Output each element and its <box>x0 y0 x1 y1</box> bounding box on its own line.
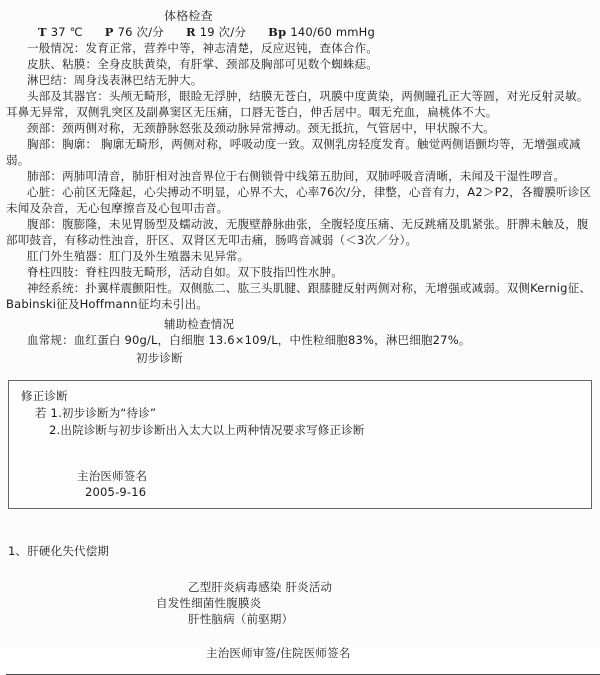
page-title: 体格检查 <box>164 9 213 23</box>
blood-routine-result: 血常规：血红蛋白 90g/L，白细胞 13.6×109/L，中性粒细胞83%，淋巴细胞27%。 <box>27 333 471 347</box>
exam-paragraph-anus-genitals: 肛门外生殖器：肛门及外生殖器未见异常。 <box>27 249 250 263</box>
revised-diagnosis-box <box>8 380 592 509</box>
diagnosis-sub-peritonitis: 自发性细菌性腹膜炎 <box>156 596 262 610</box>
diagnosis-sublist <box>6 579 594 627</box>
signature-date: 2005-9-16 <box>85 485 147 499</box>
blood-pressure-value: 140/60 mmHg <box>290 25 375 39</box>
exam-paragraph-head: 头部及其器官：头颅无畸形，眼睑无浮肿，结膜无苍白，巩膜中度黄染，两侧瞳孔正大等圆，对光反射灵敏。耳鼻无异常，双侧乳突区及副鼻窦区无压痛，口唇无苍白，伸舌居中。咽无充血，扁桃体不大。 <box>6 89 589 119</box>
initial-diagnosis-heading: 初步诊断 <box>136 351 183 365</box>
respiration-value: 19 次/分 <box>199 25 247 39</box>
revision-note-line1: 若 1.初步诊断为“待诊” <box>35 406 157 420</box>
exam-paragraph-lymph: 淋巴结：周身浅表淋巴结无肿大。 <box>27 73 203 87</box>
diagnosis-item-cirrhosis: 1、肝硬化失代偿期 <box>8 544 110 558</box>
temperature-value: 37 ℃ <box>50 25 83 39</box>
exam-paragraph-heart: 心脏：心前区无隆起，心尖搏动不明显，心界不大，心率76次/分，律整，心音有力，A2＞P2，各瓣膜听诊区未闻及杂音，无心包摩擦音及心包叩击音。 <box>6 185 592 215</box>
exam-paragraph-general: 一般情况：发育正常，营养中等，神志清楚，反应迟钝，查体合作。 <box>27 41 378 55</box>
revised-diagnosis-title: 修正诊断 <box>21 389 68 403</box>
exam-paragraph-spine-limbs: 脊柱四肢：脊柱四肢无畸形，活动自如。双下肢指凹性水肿。 <box>27 265 343 279</box>
pulse-label: P <box>104 25 114 39</box>
exam-paragraph-neck: 颈部：颈两侧对称，无颈静脉怒张及颈动脉异常搏动。颈无抵抗，气管居中，甲状腺不大。 <box>27 121 495 135</box>
temperature-label: T <box>38 25 47 39</box>
revision-note-line2: 2.出院诊断与初步诊断出入太大以上两种情况要求写修正诊断 <box>49 423 365 437</box>
attending-physician-signature-label: 主治医师签名 <box>77 469 148 483</box>
final-signature-label: 主治医师审签/住院医师签名 <box>206 646 351 660</box>
diagnosis-sub-encephalopathy: 肝性脑病（前驱期） <box>188 612 294 626</box>
vital-signs-row <box>38 24 594 40</box>
auxiliary-exam-heading: 辅助检查情况 <box>164 317 235 331</box>
pulse-value: 76 次/分 <box>117 25 165 39</box>
blood-pressure-label: Bp <box>268 25 287 39</box>
exam-paragraph-nervous-system: 神经系统：扑翼样震颤阳性。双侧肱二、肱三头肌腱、跟膝腱反射两侧对称，无增强或减弱。双侧Kernig征、Babinski征及Hoffmann征均未引出。 <box>6 281 592 311</box>
exam-paragraph-skin: 皮肤、粘膜：全身皮肤黄染，有肝掌、颈部及胸部可见数个蜘蛛痣。 <box>27 57 378 71</box>
diagnosis-sub-hepatitis-b: 乙型肝炎病毒感染 肝炎活动 <box>188 580 333 594</box>
exam-paragraph-abdomen: 腹部：腹膨隆，未见胃肠型及蠕动波，无腹壁静脉曲张，全腹轻度压痛、无反跳痛及肌紧张。肝脾未触及，腹部叩鼓音，有移动性浊音，肝区、双肾区无叩击痛，肠鸣音减弱（＜3次／分）。 <box>6 217 589 247</box>
exam-paragraph-chest: 胸部：胸廓： 胸廓无畸形，两侧对称，呼吸动度一致。双侧乳房轻度发育。触觉两侧语颤均等，无增强或减弱。 <box>6 137 581 167</box>
physical-exam-section <box>6 40 594 312</box>
exam-paragraph-lungs: 肺部：两肺叩清音，肺肝相对浊音界位于右侧锁骨中线第五肋间，双肺呼吸音清晰，未闻及干湿性啰音。 <box>27 169 566 183</box>
respiration-label: R <box>186 25 196 39</box>
